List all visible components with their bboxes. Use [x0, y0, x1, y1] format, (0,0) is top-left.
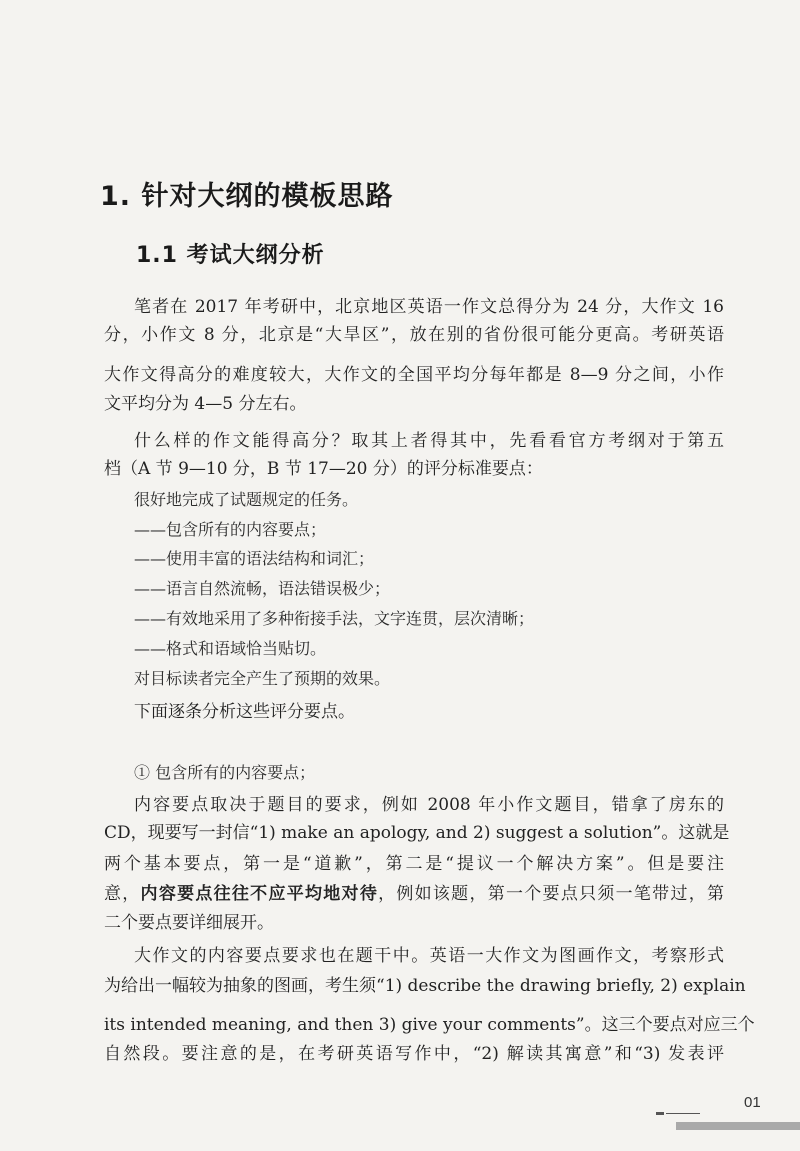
paragraph-4-line: CD，现要写一封信“1) make an apology, and 2) suggest a solution”。这就是	[104, 823, 730, 843]
criteria-item: ——格式和语域恰当贴切。	[134, 639, 327, 658]
paragraph-4-text: ，例如该题，第一个要点只须一笔带过，第	[378, 884, 725, 904]
criteria-outro: 对目标读者完全产生了预期的效果。	[134, 669, 391, 688]
paragraph-4-text: 意，	[104, 884, 141, 904]
criteria-item: ——包含所有的内容要点；	[134, 520, 327, 539]
paragraph-5-line: 大作文的内容要点要求也在题干中。英语一大作文为图画作文，考察形式	[134, 946, 724, 966]
paragraph-2-line: 档（A 节 9—10 分，B 节 17—20 分）的评分标准要点：	[104, 459, 543, 479]
criteria-item: ——语言自然流畅，语法错误极少；	[134, 579, 391, 598]
paragraph-1-line: 笔者在 2017 年考研中，北京地区英语一作文总得分为 24 分，大作文 16	[134, 297, 724, 317]
paragraph-5-line: 自然段。要注意的是，在考研英语写作中，“2) 解读其寓意”和“3) 发表评	[104, 1044, 724, 1064]
paragraph-1-line: 大作文得高分的难度较大，大作文的全国平均分每年都是 8—9 分之间，小作	[104, 365, 724, 385]
paragraph-3: 下面逐条分析这些评分要点。	[134, 702, 355, 722]
emphasis-text: 内容要点往往不应平均地对待	[140, 884, 379, 904]
paragraph-5-line: 为给出一幅较为抽象的图画，考生须“1) describe the drawing briefly, 2) explain	[104, 976, 746, 996]
criteria-item: ——有效地采用了多种衔接手法，文字连贯，层次清晰；	[134, 609, 535, 628]
section-heading: 1.1 考试大纲分析	[136, 243, 325, 268]
paragraph-1-line: 分，小作文 8 分，北京是“大旱区”，放在别的省份很可能分更高。考研英语	[104, 325, 724, 345]
criteria-item: ——使用丰富的语法结构和词汇；	[134, 549, 375, 568]
chapter-heading: 1. 针对大纲的模板思路	[100, 181, 394, 212]
paragraph-4-line: 内容要点取决于题目的要求，例如 2008 年小作文题目，错拿了房东的	[134, 795, 724, 815]
criteria-intro: 很好地完成了试题规定的任务。	[134, 490, 359, 509]
footer-dash	[656, 1112, 664, 1115]
page-number: 01	[744, 1094, 761, 1111]
point-1-title: ① 包含所有的内容要点；	[134, 763, 316, 782]
paragraph-4-line: 二个要点要详细展开。	[104, 913, 274, 933]
paragraph-4-line	[104, 883, 724, 905]
paragraph-5-line: its intended meaning, and then 3) give your comments”。这三个要点对应三个	[104, 1015, 755, 1035]
footer-bar	[676, 1122, 800, 1130]
paragraph-1-line: 文平均分为 4—5 分左右。	[104, 394, 307, 414]
footer-rule	[666, 1113, 700, 1114]
paragraph-2-line: 什么样的作文能得高分？取其上者得其中，先看看官方考纲对于第五	[134, 431, 724, 451]
paragraph-4-line: 两个基本要点，第一是“道歉”，第二是“提议一个解决方案”。但是要注	[104, 854, 724, 874]
